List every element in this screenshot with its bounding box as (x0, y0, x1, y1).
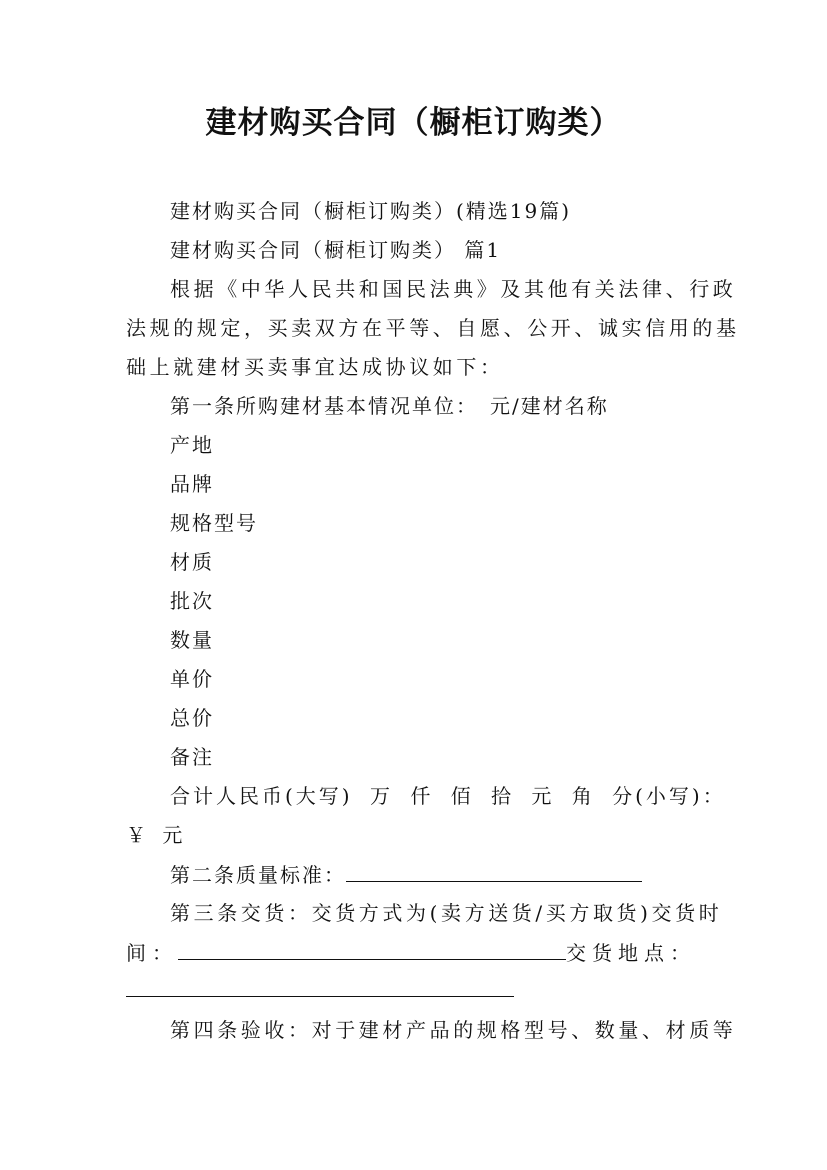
article-3-line-2 (126, 939, 696, 966)
intro-line-3: 础上就建材买卖事宜达成协议如下： (126, 355, 504, 379)
delivery-place-label: 交货地点： (566, 941, 696, 965)
field-quantity: 数量 (170, 628, 214, 652)
field-unit-price: 单价 (170, 667, 214, 691)
delivery-time-blank (178, 939, 566, 960)
article-2 (170, 861, 642, 888)
field-origin: 产地 (170, 433, 214, 457)
section-heading: 建材购买合同（橱柜订购类） 篇1 (170, 238, 502, 262)
total-amount-currency: ￥ 元 (126, 823, 185, 847)
total-amount-line: 合计人民币(大写) 万 仟 佰 拾 元 角 分(小写)： (170, 784, 726, 808)
article-3-line-1: 第三条交货：交货方式为(卖方送货/买方取货)交货时 (170, 901, 723, 925)
article-1: 第一条所购建材基本情况单位： 元/建材名称 (170, 394, 609, 418)
field-batch: 批次 (170, 589, 214, 613)
quality-standard-blank (346, 861, 642, 882)
delivery-place-blank (126, 996, 514, 997)
field-material: 材质 (170, 550, 214, 574)
article-4: 第四条验收：对于建材产品的规格型号、数量、材质等 (170, 1018, 737, 1042)
field-total-price: 总价 (170, 706, 214, 730)
document-subtitle: 建材购买合同（橱柜订购类）(精选19篇) (170, 199, 572, 223)
field-model: 规格型号 (170, 511, 258, 535)
field-brand: 品牌 (170, 472, 214, 496)
intro-line-2: 法规的规定，买卖双方在平等、自愿、公开、诚实信用的基 (126, 316, 740, 340)
article-2-label: 第二条质量标准： (170, 863, 346, 887)
field-remarks: 备注 (170, 745, 214, 769)
intro-line-1: 根据《中华人民共和国民法典》及其他有关法律、行政 (170, 277, 737, 301)
delivery-time-label: 间： (126, 941, 178, 965)
document-title: 建材购买合同（橱柜订购类） (205, 105, 622, 141)
